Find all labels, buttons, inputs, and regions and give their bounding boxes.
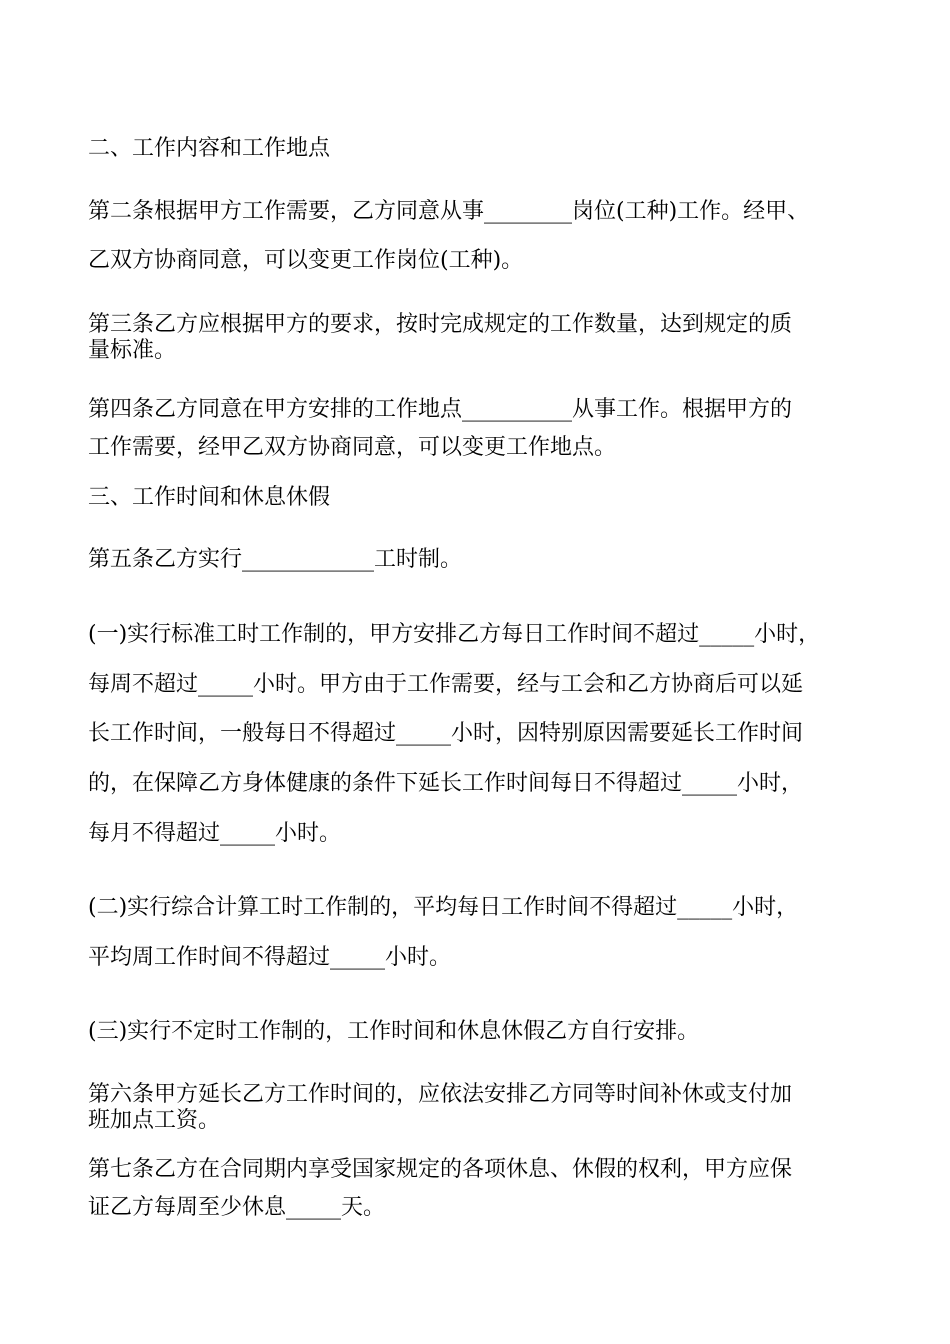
clause-2-line-1: (二)实行综合计算工时工作制的，平均每日工作时间不得超过_____小时， <box>88 895 799 920</box>
article-4-line-2: 工作需要，经甲乙双方协商同意，可以变更工作地点。 <box>88 435 617 460</box>
clause-1-line-4: 的，在保障乙方身体健康的条件下延长工作时间每日不得超过_____小时， <box>88 771 804 796</box>
article-2-line-1: 第二条根据甲方工作需要，乙方同意从事________岗位(工种)工作。经甲、 <box>88 199 810 224</box>
clause-1-line-3: 长工作时间，一般每日不得超过_____小时，因特别原因需要延长工作时间 <box>88 721 804 746</box>
article-7-line-1: 第七条乙方在合同期内享受国家规定的各项休息、休假的权利，甲方应保 <box>88 1157 793 1182</box>
clause-1-line-1: (一)实行标准工时工作制的，甲方安排乙方每日工作时间不超过_____小时， <box>88 622 821 647</box>
clause-2-line-2: 平均周工作时间不得超过_____小时。 <box>88 945 452 970</box>
section-heading-work-content: 二、工作内容和工作地点 <box>88 136 331 161</box>
section-heading-work-time: 三、工作时间和休息休假 <box>88 485 331 510</box>
article-6-line-2: 班加点工资。 <box>88 1108 221 1133</box>
article-4-line-1: 第四条乙方同意在甲方安排的工作地点__________从事工作。根据甲方的 <box>88 397 793 422</box>
article-7-line-2: 证乙方每周至少休息_____天。 <box>88 1195 386 1220</box>
clause-1-line-5: 每月不得超过_____小时。 <box>88 821 342 846</box>
article-3-line-2: 量标准。 <box>88 338 177 363</box>
article-3-line-1: 第三条乙方应根据甲方的要求，按时完成规定的工作数量，达到规定的质 <box>88 312 793 337</box>
article-6-line-1: 第六条甲方延长乙方工作时间的，应依法安排乙方同等时间补休或支付加 <box>88 1082 793 1107</box>
clause-3-line-1: (三)实行不定时工作制的，工作时间和休息休假乙方自行安排。 <box>88 1019 700 1044</box>
clause-1-line-2: 每周不超过_____小时。甲方由于工作需要，经与工会和乙方协商后可以延 <box>88 672 804 697</box>
article-5-line-1: 第五条乙方实行____________工时制。 <box>88 547 463 572</box>
article-2-line-2: 乙双方协商同意，可以变更工作岗位(工种)。 <box>88 248 524 273</box>
